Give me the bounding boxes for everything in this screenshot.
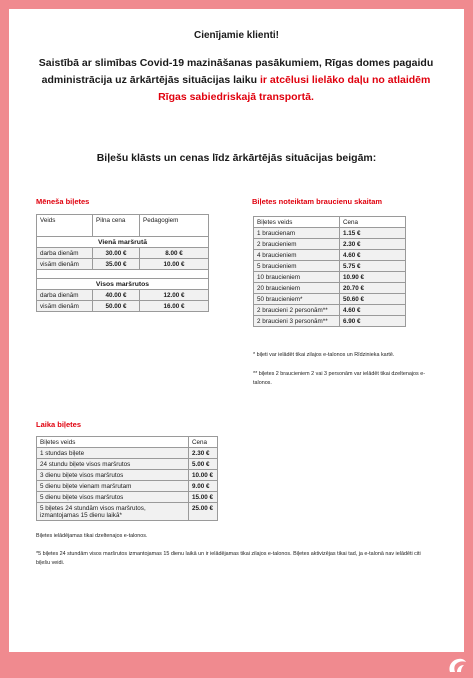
trips-note-1: * biļeti var ielādēt tikai zilajos e-talonos un Rīdzinieka kartē. xyxy=(253,352,395,358)
time-row-label: 3 dienu biļete visos maršrutos xyxy=(37,470,189,481)
trips-note-2: ** biļetes 2 braucieniem 2 vai 3 personām var ielādēt tikai dzeltenajos e-talonos. xyxy=(253,371,425,386)
time-row-price: 9.00 € xyxy=(189,481,218,492)
monthly-group-title: Visos maršrutos xyxy=(37,279,209,290)
rigas-satiksme-logo-icon xyxy=(446,654,468,674)
monthly-row-full: 35.00 € xyxy=(93,259,140,270)
time-header-price: Cena xyxy=(189,437,218,448)
trips-row-price: 20.70 € xyxy=(340,283,406,294)
monthly-section-title: Mēneša biļetes xyxy=(36,197,90,206)
time-row-price: 10.00 € xyxy=(189,470,218,481)
time-note-2: *5 biļetes 24 stundām visos maršrutos izmantojamas 15 dienu laikā un ir ielādējamas tikai zilajos e-talonos. Biļetes aktivizējas tikai tad, ja e-talonā nav ielādēti citi biļešu veidi. xyxy=(36,551,421,566)
trips-row-label: 1 braucienam xyxy=(254,228,340,239)
trips-row-label: 2 braucieniem xyxy=(254,239,340,250)
monthly-header-ped: Pedagogiem xyxy=(140,215,209,237)
monthly-row-full: 40.00 € xyxy=(93,290,140,301)
monthly-header-full: Pilna cena xyxy=(93,215,140,237)
trips-row-price: 50.60 € xyxy=(340,294,406,305)
trips-row-price: 4.60 € xyxy=(340,250,406,261)
time-header-type: Biļetes veids xyxy=(37,437,189,448)
trips-row-price: 4.60 € xyxy=(340,305,406,316)
time-note-1: Biļetes ielādējamas tikai dzeltenajos e-talonos. xyxy=(36,533,148,539)
monthly-row-ped: 16.00 € xyxy=(140,301,209,312)
time-row-label: 5 biļetes 24 stundām visos maršrutos, izmantojamas 15 dienu laikā* xyxy=(37,503,189,521)
monthly-row-full: 50.00 € xyxy=(93,301,140,312)
monthly-row-ped: 12.00 € xyxy=(140,290,209,301)
monthly-row-ped: 8.00 € xyxy=(140,248,209,259)
greeting-heading: Cienījamie klienti! xyxy=(193,30,280,41)
trips-row-label: 5 braucieniem xyxy=(254,261,340,272)
time-row-label: 5 dienu biļete visos maršrutos xyxy=(37,492,189,503)
trips-header-type: Biļetes veids xyxy=(254,217,340,228)
trips-row-label: 10 braucieniem xyxy=(254,272,340,283)
trips-row-label: 50 braucieniem* xyxy=(254,294,340,305)
time-row-label: 5 dienu biļete vienam maršrutam xyxy=(37,481,189,492)
trips-row-price: 5.75 € xyxy=(340,261,406,272)
price-list-subtitle: Biļešu klāsts un cenas līdz ārkārtējās situācijas beigām: xyxy=(96,152,377,164)
monthly-row-label: darba dienām xyxy=(37,290,93,301)
time-row-label: 1 stundas biļete xyxy=(37,448,189,459)
trips-row-label: 2 braucieni 3 personām** xyxy=(254,316,340,327)
monthly-row-ped: 10.00 € xyxy=(140,259,209,270)
monthly-group-title: Vienā maršrutā xyxy=(37,237,209,248)
time-row-price: 25.00 € xyxy=(189,503,218,521)
monthly-row-full: 30.00 € xyxy=(93,248,140,259)
time-row-price: 2.30 € xyxy=(189,448,218,459)
trips-table xyxy=(253,216,406,327)
trips-row-price: 6.90 € xyxy=(340,316,406,327)
time-row-label: 24 stundu biļete visos maršrutos xyxy=(37,459,189,470)
monthly-header-type: Veids xyxy=(37,215,93,237)
time-row-price: 5.00 € xyxy=(189,459,218,470)
trips-row-label: 2 braucieni 2 personām** xyxy=(254,305,340,316)
trips-row-price: 1.15 € xyxy=(340,228,406,239)
intro-highlight: ir atcēlusi lielāko daļu no atlaidēm Rīgas sabiedriskajā transportā. xyxy=(158,74,431,103)
trips-section-title: Biļetes noteiktam braucienu skaitam xyxy=(252,197,383,206)
time-section-title: Laika biļetes xyxy=(36,420,82,429)
monthly-row-label: visām dienām xyxy=(37,301,93,312)
time-row-price: 15.00 € xyxy=(189,492,218,503)
monthly-row-label: darba dienām xyxy=(37,248,93,259)
intro-paragraph xyxy=(36,55,436,106)
trips-row-price: 2.30 € xyxy=(340,239,406,250)
trips-header-price: Cena xyxy=(340,217,406,228)
trips-row-label: 20 braucieniem xyxy=(254,283,340,294)
monthly-row-label: visām dienām xyxy=(37,259,93,270)
intro-text: Saistībā ar slimības Covid-19 mazināšanas pasākumiem, Rīgas domes pagaidu administrācija uz ārkārtējās situācijas laiku xyxy=(38,57,434,86)
monthly-table xyxy=(36,214,209,312)
trips-row-price: 10.90 € xyxy=(340,272,406,283)
time-table xyxy=(36,436,218,521)
trips-row-label: 4 braucieniem xyxy=(254,250,340,261)
